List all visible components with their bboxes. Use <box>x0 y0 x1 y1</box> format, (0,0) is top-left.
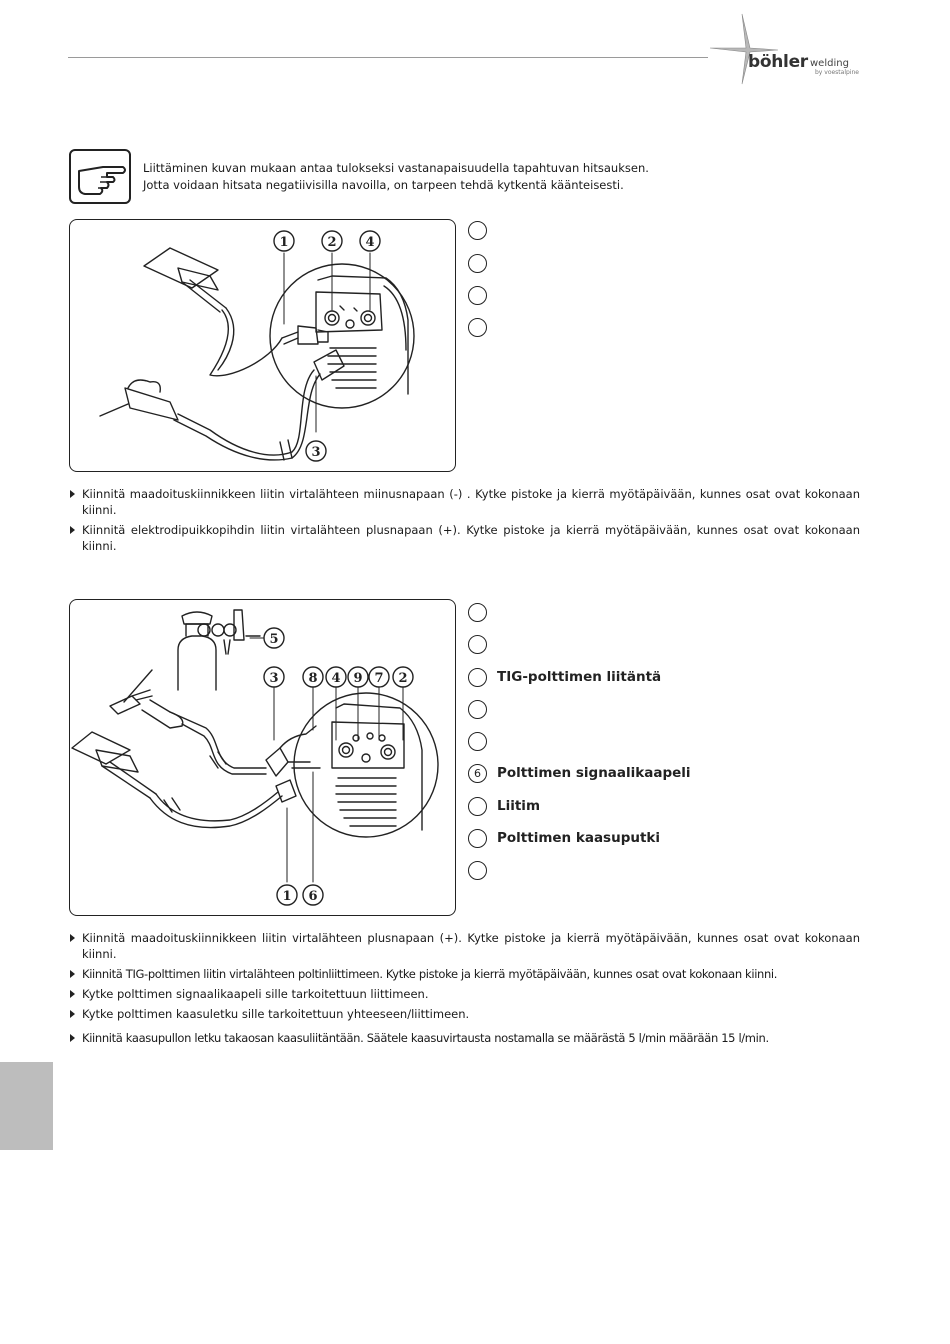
instruction-text: Kytke polttimen kaasuletku sille tarkoitettuun yhteeseen/liittimeen. <box>82 1007 470 1021</box>
legend2-item <box>468 633 497 655</box>
legend-number <box>468 318 487 337</box>
bullet-arrow-icon <box>70 1034 75 1042</box>
instruction-text: Kytke polttimen signaalikaapeli sille tarkoitettuun liittimeen. <box>82 987 429 1001</box>
callout-5: 5 <box>269 632 279 647</box>
legend-number <box>468 635 487 654</box>
callouts <box>264 628 413 905</box>
header-rule <box>68 57 708 58</box>
instruction-item <box>70 1006 860 1022</box>
legend-number <box>468 254 487 273</box>
bullet-arrow-icon <box>70 490 75 498</box>
brand-sub: welding <box>810 58 849 69</box>
legend-number <box>468 286 487 305</box>
instruction-text: Kiinnitä kaasupullon letku takaosan kaasuliitäntään. Säätele kaasuvirtausta nostamalla se määrästä 5 l/min määrään 15 l/min. <box>82 1031 769 1045</box>
mma-instructions <box>70 486 860 558</box>
callout-6: 6 <box>308 889 318 904</box>
bullet-arrow-icon <box>70 1010 75 1018</box>
legend-label: Liitim <box>497 798 541 814</box>
callout-4: 4 <box>331 671 341 686</box>
note-line-1: Liittäminen kuvan mukaan antaa tulokseksi vastanapaisuudella tapahtuvan hitsauksen. <box>143 161 649 175</box>
legend1-item <box>468 316 497 338</box>
legend-label: Polttimen kaasuputki <box>497 830 661 846</box>
legend-label: TIG-polttimen liitäntä <box>497 669 662 685</box>
instruction-item <box>70 966 860 982</box>
legend2-item <box>468 698 497 720</box>
legend2-item <box>468 730 497 752</box>
brand-main: böhler <box>748 52 808 72</box>
callout-2: 2 <box>398 671 408 686</box>
legend-number <box>468 603 487 622</box>
instruction-item <box>70 486 860 518</box>
legend1-item <box>468 252 497 274</box>
legend2-item <box>468 762 691 784</box>
legend-number <box>468 700 487 719</box>
legend-label: Polttimen signaalikaapeli <box>497 765 691 781</box>
language-side-tab <box>0 1062 53 1150</box>
legend-number: 6 <box>468 764 487 783</box>
instruction-item <box>70 1030 860 1046</box>
callout-8: 8 <box>308 671 318 686</box>
bullet-arrow-icon <box>70 970 75 978</box>
mma-diagram <box>70 220 455 471</box>
callout-3: 3 <box>311 445 321 460</box>
callout-9: 9 <box>353 671 363 686</box>
instruction-item <box>70 986 860 1002</box>
mma-connection-figure <box>69 219 456 472</box>
tig-instructions <box>70 930 860 1050</box>
callout-2: 2 <box>327 235 337 250</box>
callout-4: 4 <box>365 235 375 250</box>
legend-number <box>468 861 487 880</box>
callout-7: 7 <box>374 671 384 686</box>
note-line-2: Jotta voidaan hitsata negatiivisilla navoilla, on tarpeen tehdä kytkentä käänteisesti. <box>143 178 624 192</box>
legend2-item <box>468 859 497 881</box>
legend-number <box>468 221 487 240</box>
legend-number <box>468 668 487 687</box>
instruction-text: Kiinnitä elektrodipuikkopihdin liitin virtalähteen plusnapaan (+). Kytke pistoke ja kierrä myötäpäivään, kunnes osat ovat kokonaan kiinni. <box>82 523 860 553</box>
instruction-item <box>70 522 860 554</box>
callout-1: 1 <box>279 235 289 250</box>
tig-connection-figure <box>69 599 456 916</box>
legend-number <box>468 797 487 816</box>
legend-number <box>468 732 487 751</box>
tig-diagram <box>70 600 455 915</box>
instruction-text: Kiinnitä TIG-polttimen liitin virtalähteen poltinliittimeen. Kytke pistoke ja kierrä myötäpäivään, kunnes osat ovat kokonaan kiinni. <box>82 967 778 981</box>
bullet-arrow-icon <box>70 934 75 942</box>
legend1-item <box>468 219 497 241</box>
callout-3: 3 <box>269 671 279 686</box>
legend2-item <box>468 795 540 817</box>
legend2-item <box>468 666 661 688</box>
instruction-text: Kiinnitä maadoituskiinnikkeen liitin virtalähteen plusnapaan (+). Kytke pistoke ja kierrä myötäpäivään, kunnes osat ovat kokonaan kiinni. <box>82 931 860 961</box>
brand-tag: by voestalpine <box>815 69 859 76</box>
legend2-item <box>468 827 660 849</box>
bullet-arrow-icon <box>70 526 75 534</box>
legend1-item <box>468 284 497 306</box>
note-text <box>143 160 843 194</box>
bullet-arrow-icon <box>70 990 75 998</box>
instruction-item <box>70 930 860 962</box>
instruction-text: Kiinnitä maadoituskiinnikkeen liitin virtalähteen miinusnapaan (-) . Kytke pistoke ja kierrä myötäpäivään, kunnes osat ovat kokonaan kiinni. <box>82 487 860 517</box>
legend2-item <box>468 601 497 623</box>
callout-1: 1 <box>282 889 292 904</box>
pointing-hand-icon <box>69 149 131 204</box>
legend-number <box>468 829 487 848</box>
